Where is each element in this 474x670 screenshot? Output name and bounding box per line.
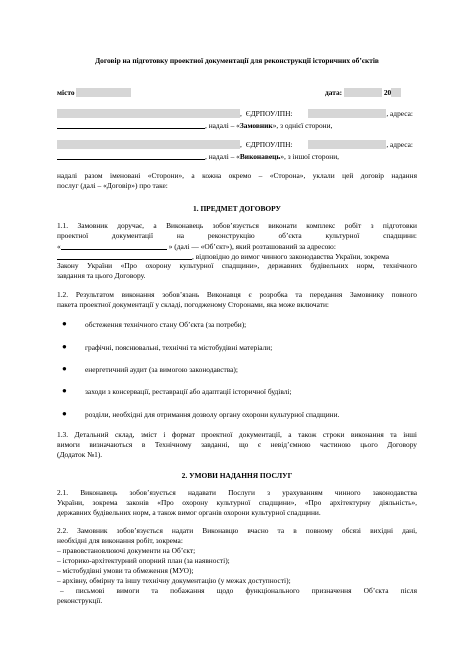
dash-item-3: – містобудівні умови та обмеження (МУО);: [57, 566, 194, 575]
p11-line3: « » (далі — «Об’єкт»), який розташований за адресою:: [57, 242, 336, 251]
bullet-item-5: розділи, необхідні для отримання дозволу органу охорони культурної спадщини.: [85, 410, 340, 419]
p11-line1: 1.1. Замовник доручає, а Виконавець зобов’язується виконати комплекс робіт з підготовки: [57, 221, 417, 230]
party1-name-field[interactable]: [57, 109, 240, 118]
intro-line1: надалі разом іменовані «Сторони», а кожна окремо – «Сторона», уклали цей договір надання: [57, 171, 417, 180]
p12-line1: 1.2. Результатом виконання зобов’язань Виконавця є розробка та передання Замовнику повного: [57, 290, 417, 299]
p12-line2: пакета проектної документації у складі, погодженому Сторонами, яка може включати:: [57, 300, 329, 309]
party1-line2: , надалі – «Замовник», з однієї сторони,: [57, 120, 332, 132]
p13-line1: 1.3. Детальний склад, зміст і формат проектної документації, а також строки виконання та інші: [57, 430, 417, 439]
p13-line2: вимоги визначаються в Технічному завданні, що є невід’ємною частиною цього Договору: [57, 440, 417, 449]
party2-address-field[interactable]: [57, 151, 205, 160]
party1-address-field[interactable]: [57, 120, 205, 129]
party2-line1: , ЄДРПОУ/ІПН: , адреса:: [57, 140, 413, 151]
dash-item-5-line2: реконструкції.: [57, 596, 103, 605]
date-line: дата: 20: [325, 88, 401, 99]
party2-name-field[interactable]: [57, 140, 240, 149]
bullet-icon: ●: [62, 409, 67, 418]
bullet-item-1: обстеження технічного стану Об’єкта (за потреби);: [85, 320, 247, 329]
city-label: місто: [57, 88, 131, 99]
object-name-field[interactable]: [61, 241, 167, 250]
bullet-icon: ●: [62, 319, 67, 328]
object-address-field[interactable]: [57, 251, 192, 260]
document-title: Договір на підготовку проектної документації для реконструкції історичних об’єктів: [95, 56, 379, 65]
dash-item-4: – архівну, обмірну та іншу технічну документацію (у межах доступності);: [57, 576, 291, 585]
bullet-item-2: графічні, пояснювальні, технічні та містобудівні матеріали;: [85, 343, 273, 352]
party2-edrpou-field[interactable]: [308, 140, 386, 149]
bullet-icon: ●: [62, 386, 67, 395]
section2-title: 2. УМОВИ НАДАННЯ ПОСЛУГ: [181, 471, 293, 480]
section1-title: 1. ПРЕДМЕТ ДОГОВОРУ: [193, 204, 281, 213]
date-field[interactable]: [344, 88, 382, 97]
dash-item-1: – правовстановлюючі документи на Об’єкт;: [57, 546, 196, 555]
dash-item-2: – історико-архітектурний опорний план (за наявності);: [57, 556, 230, 565]
p21-line2: України, зокрема законів «Про охорону культурної спадщини», «Про архітектурну діяльність»,: [57, 498, 417, 507]
year-field[interactable]: [391, 88, 401, 97]
bullet-item-3: енергетичний аудит (за вимогою законодавства);: [85, 365, 238, 374]
p21-line1: 2.1. Виконавець зобов’язується надавати Послуги з урахуванням чинного законодавства: [57, 488, 417, 497]
city-field[interactable]: [76, 88, 131, 97]
bullet-icon: ●: [62, 364, 67, 373]
bullet-item-4: заходи з консервації, реставрації або адаптації історичної будівлі;: [85, 387, 292, 396]
p13-line3: (Додаток №1).: [57, 450, 103, 459]
party1-line1: , ЄДРПОУ/ІПН: , адреса:: [57, 109, 413, 120]
p22-line1: 2.2. Замовник зобов’язується надати Виконавцю вчасно та в повному обсязі вихідні дані,: [57, 526, 417, 535]
p11-line2: проектної документації на реконструкцію об’єкта культурної спадщини:: [57, 231, 417, 240]
p11-line6: завдання та цього Договору.: [57, 271, 146, 280]
p11-line5: Закону України «Про охорону культурної спадщини», державних будівельних норм, технічного: [57, 261, 417, 270]
party1-edrpou-field[interactable]: [308, 109, 386, 118]
p22-line2: необхідні для виконання робіт, зокрема:: [57, 536, 183, 545]
dash-item-5-line1: – письмові вимоги та побажання щодо функціонального призначення Об’єкта після: [60, 586, 417, 595]
intro-line2: послуг (далі – «Договір») про таке:: [57, 181, 168, 190]
p11-line4: , відповідно до вимог чинного законодавства України, зокрема: [57, 251, 389, 263]
p21-line3: державних будівельних норм, а також вимог органів охорони культурної спадщини.: [57, 508, 321, 517]
party2-line2: , надалі – «Виконавець», з іншої сторони,: [57, 151, 339, 163]
bullet-icon: ●: [62, 342, 67, 351]
